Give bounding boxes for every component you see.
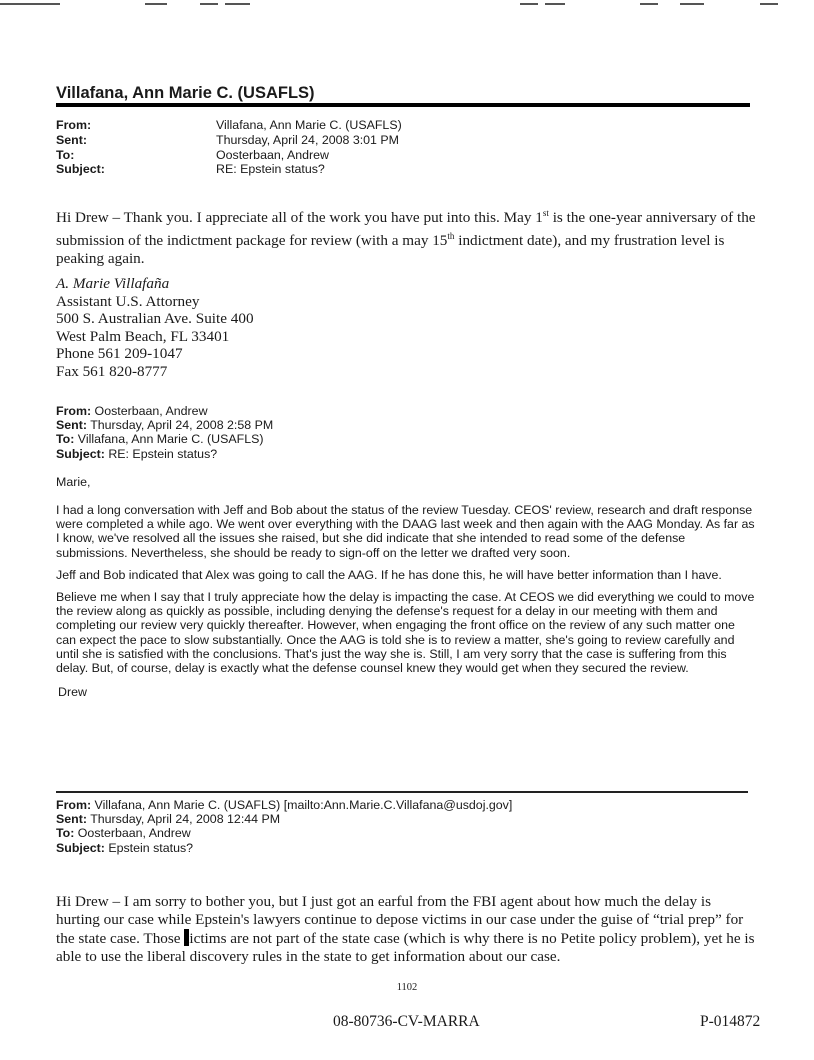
- mailbox-owner-name: Villafana, Ann Marie C. (USAFLS): [56, 84, 315, 102]
- header-row-sent: [56, 133, 402, 148]
- subject-label: Subject:: [56, 162, 105, 177]
- signature-phone: Phone 561 209-1047: [56, 345, 183, 363]
- reply-text-3: indictment date), and my frustration level is peaking again.: [56, 232, 725, 268]
- to-label: To:: [56, 147, 75, 162]
- email-2-from-value: Oosterbaan, Andrew: [91, 404, 208, 418]
- email-3-subject-value: Epstein status?: [104, 840, 194, 855]
- email-2-meta: [56, 404, 756, 461]
- email-3-body: [56, 893, 756, 966]
- email-2-to-label: To:: [56, 432, 75, 447]
- scan-artifact: [0, 3, 60, 5]
- scan-artifact: [225, 3, 250, 5]
- page-number: 1102: [396, 982, 418, 993]
- scan-artifact: [760, 3, 778, 5]
- email-3-to-value: Oosterbaan, Andrew: [74, 826, 191, 841]
- header-row-to: [56, 148, 402, 163]
- email-3-from-label: From:: [56, 798, 92, 812]
- email-3-body-text-1: Hi Drew – I am sorry to bother you, but I just got an earful from the FBI agent about how much the delay is hurting our case while Epstein's lawyers continue to depose victims in our case under the guise of “trial prep” for the state case. Those: [56, 893, 744, 947]
- scan-artifact: [145, 3, 167, 5]
- email-2-from: [56, 404, 756, 418]
- email-3-to: [56, 826, 756, 840]
- signature-name: A. Marie Villafaña: [56, 275, 170, 292]
- email-3-subject: [56, 841, 756, 855]
- email-3-sent-label: Sent:: [56, 812, 87, 827]
- scan-artifact: [520, 3, 538, 5]
- email-3-from-value: Villafana, Ann Marie C. (USAFLS) [mailto:Ann.Marie.C.Villafana@usdoj.gov]: [91, 798, 513, 812]
- email-2-signoff: Drew: [58, 685, 87, 700]
- email-2-paragraph-1: I had a long conversation with Jeff and Bob about the status of the review Tuesday. CEOS' review, research and draft response were completed a while ago. We went over everything with the DAAG last week and then again with the AAG Monday. As far as I know, we've resolved all the issues she raised, but she did indicate that she intended to read some of the defense submissions. Nevertheless, she should be ready to sign-off on the letter we drafted very soon.: [56, 503, 755, 560]
- reply-sup-1: st: [542, 208, 549, 218]
- email-3-from: [56, 798, 756, 812]
- forward-separator: [56, 791, 748, 793]
- email-2-to: [56, 432, 756, 446]
- email-2: [56, 404, 756, 707]
- email-2-from-label: From:: [56, 404, 92, 418]
- email-3-meta: [56, 798, 756, 855]
- bates-number: P-014872: [700, 1013, 761, 1030]
- signature-block: [56, 275, 756, 381]
- scan-artifact: [640, 3, 658, 5]
- email-3-sent: [56, 812, 756, 826]
- reply-paragraph: [56, 204, 756, 268]
- from-label: From:: [56, 118, 92, 132]
- scan-artifact: [200, 3, 218, 5]
- signature-address-2: West Palm Beach, FL 33401: [56, 327, 230, 345]
- header-row-from: [56, 118, 402, 133]
- email-2-sent-value: Thursday, April 24, 2008 2:58 PM: [86, 418, 274, 433]
- reply-text-2: is the one-year anniversary of the submission of the indictment package for review (with a may 15: [56, 209, 756, 250]
- email-2-paragraph-2: Jeff and Bob indicated that Alex was going to call the AAG. If he has done this, he will have better information than I have.: [56, 567, 722, 582]
- reply-sup-2: th: [447, 231, 455, 242]
- to-value: Oosterbaan, Andrew: [216, 147, 329, 162]
- sent-value: Thursday, April 24, 2008 3:01 PM: [216, 132, 399, 147]
- signature-address-1: 500 S. Australian Ave. Suite 400: [56, 310, 254, 328]
- email-header-fields: [56, 118, 402, 177]
- email-3-to-label: To:: [56, 826, 75, 841]
- scan-artifact: [545, 3, 565, 5]
- scan-artifact: [680, 3, 704, 5]
- subject-value: RE: Epstein status?: [216, 162, 325, 177]
- email-2-subject-value: RE: Epstein status?: [104, 446, 218, 461]
- sent-label: Sent:: [56, 132, 87, 147]
- email-3-subject-label: Subject:: [56, 840, 105, 855]
- header-row-subject: [56, 162, 402, 177]
- email-2-sent-label: Sent:: [56, 418, 87, 433]
- reply-text-1: Hi Drew – Thank you. I appreciate all of the work you have put into this. May 1: [56, 209, 543, 227]
- signature-title: Assistant U.S. Attorney: [56, 292, 200, 310]
- email-2-paragraph-3: Believe me when I say that I truly appreciate how the delay is impacting the case. At CEOS we did everything we could to move the review along as quickly as possible, including denying the defense's request for a delay in our meeting with them and completing our review very quickly thereafter. However, when engaging the front office on the review of any such matter one can expect the pace to slow substantially. Once the AAG is told she is to review a matter, she's going to review carefully and until she is satisfied with the conclusions. That's just the way she is. Still, I am very sorry that the case is suffering from this delay. But, of course, delay is exactly what the defense counsel knew they would get when they secured the review.: [56, 590, 755, 676]
- email-2-subject-label: Subject:: [56, 446, 105, 461]
- email-3-sent-value: Thursday, April 24, 2008 12:44 PM: [86, 812, 281, 827]
- case-number: 08-80736-CV-MARRA: [333, 1013, 480, 1030]
- email-2-salutation: Marie,: [56, 474, 91, 489]
- from-value: Villafana, Ann Marie C. (USAFLS): [216, 118, 402, 132]
- email-2-to-value: Villafana, Ann Marie C. (USAFLS): [74, 432, 264, 447]
- email-2-sent: [56, 418, 756, 432]
- email-3-body-text-2: ictims are not part of the state case (which is why there is no Petite policy problem), yet he is able to use the liberal discovery rules in the state to get information about our case.: [56, 930, 755, 965]
- header-rule: [56, 103, 750, 107]
- email-2-subject: [56, 447, 756, 461]
- signature-fax: Fax 561 820-8777: [56, 362, 168, 380]
